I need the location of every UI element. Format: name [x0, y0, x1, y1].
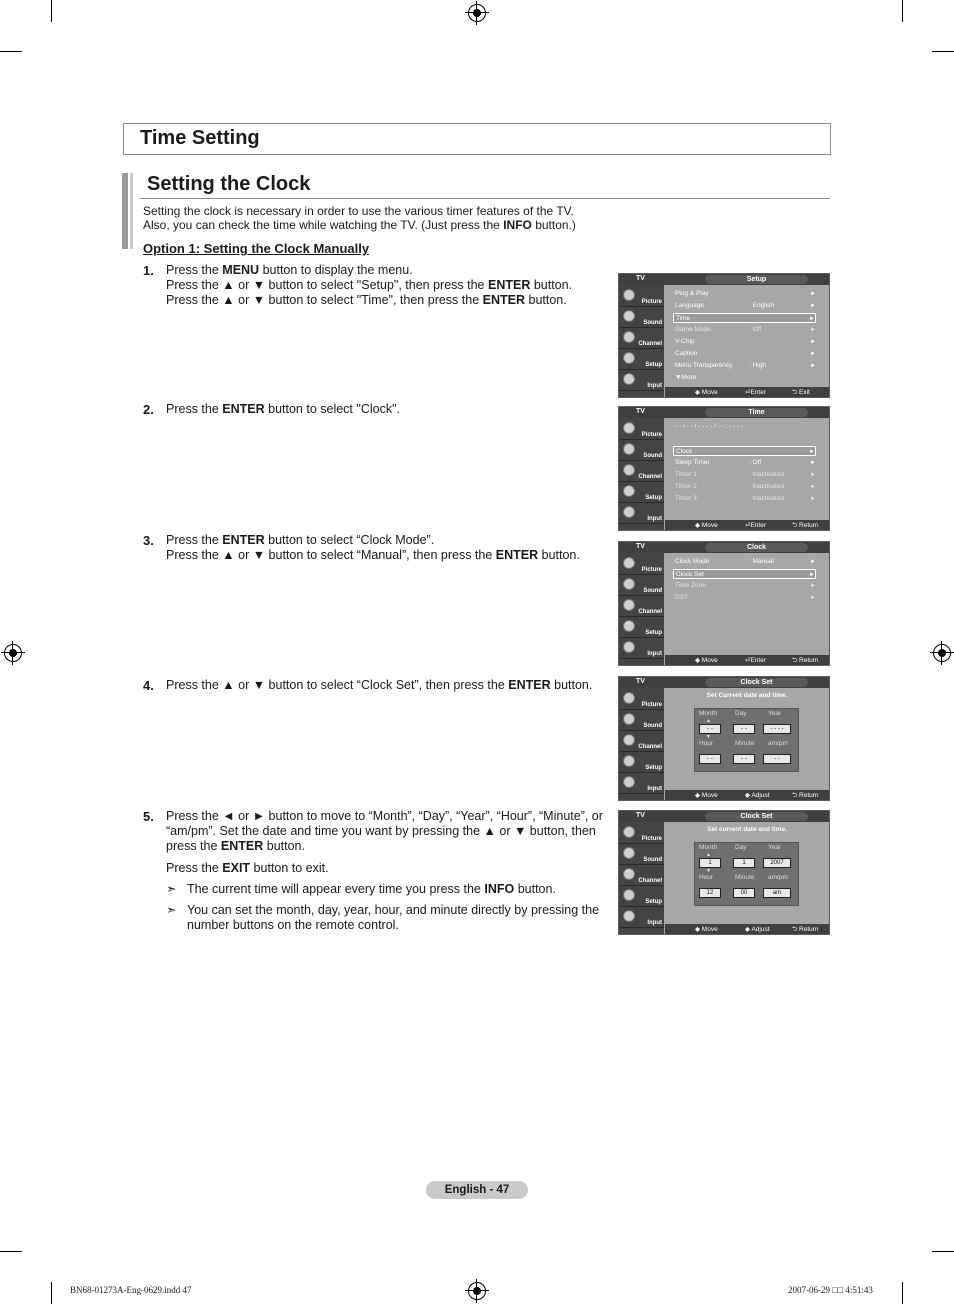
tv-menu-value: : Manual — [749, 558, 774, 565]
clock-field-label: Minute — [735, 874, 755, 881]
tv-side-item[interactable] — [619, 328, 664, 349]
note-arrow-icon: ➣ — [166, 903, 177, 917]
clock-field-label: Day — [735, 844, 747, 851]
channel-icon — [623, 464, 635, 476]
tv-label: TV — [636, 812, 645, 819]
channel-icon — [623, 599, 635, 611]
tv-side-item[interactable] — [619, 554, 664, 575]
tv-footer — [665, 655, 829, 665]
tv-menu-row[interactable] — [673, 458, 816, 468]
step-number: 1. — [143, 263, 154, 278]
intro-line: Also, you can check the time while watching the TV. (Just press the INFO button.) — [143, 218, 576, 232]
clock-field-label: Month — [699, 710, 718, 717]
note: ➣ The current time will appear every time you press the INFO button. — [166, 882, 556, 896]
tv-side-item[interactable] — [619, 349, 664, 370]
crop-mark — [932, 51, 954, 52]
setup-icon — [623, 620, 635, 632]
tv-side-label: Channel — [638, 609, 662, 615]
tv-screen — [618, 406, 830, 531]
tv-side-label: Picture — [641, 432, 662, 438]
section-title: Time Setting — [140, 127, 260, 149]
arrow-right-icon: ► — [810, 363, 816, 369]
tv-menu-title: Clock — [705, 543, 808, 552]
input-icon — [623, 776, 635, 788]
tv-menu-row[interactable] — [673, 434, 816, 444]
tv-side-label: Input — [647, 516, 662, 522]
tv-side-item[interactable] — [619, 461, 664, 482]
arrow-right-icon: ► — [810, 327, 816, 333]
page-title: Setting the Clock — [147, 173, 311, 195]
step-line: Press the ENTER button to select "Clock". — [166, 402, 400, 416]
tv-menu-row[interactable] — [673, 569, 816, 579]
step-line: Press the ▲ or ▼ button to select "Time", then press the ENTER button. — [166, 293, 567, 307]
crop-mark — [902, 0, 903, 22]
step-number: 5. — [143, 809, 154, 824]
tv-header — [619, 542, 829, 553]
tv-side-item[interactable] — [619, 419, 664, 440]
clock-field-label: Year — [768, 710, 782, 717]
tv-side-label: Channel — [638, 341, 662, 347]
title-accent-bar — [130, 173, 133, 249]
tv-menu-row[interactable] — [673, 581, 816, 591]
tv-side-item[interactable] — [619, 638, 664, 659]
tv-side-item[interactable] — [619, 575, 664, 596]
arrow-right-icon: ► — [810, 351, 816, 357]
tv-menu-key: Timer 3 — [675, 495, 697, 502]
tv-footer-hint: ⮌ Return — [792, 792, 819, 799]
tv-footer-hint: ⏎Enter — [745, 522, 766, 529]
tv-side-label: Sound — [643, 723, 662, 729]
step-line: Press the ▲ or ▼ button to select "Setup", then press the ENTER button. — [166, 278, 573, 292]
setup-icon — [623, 755, 635, 767]
tv-footer-hint: ◆ Move — [695, 389, 718, 396]
tv-side-item[interactable] — [619, 773, 664, 794]
tv-menu-value: : High — [749, 362, 766, 369]
tv-label: TV — [636, 678, 645, 685]
tv-screen — [618, 273, 830, 398]
sound-icon — [623, 847, 635, 859]
tv-menu-row[interactable] — [673, 361, 816, 371]
input-icon — [623, 641, 635, 653]
arrow-right-icon: ► — [810, 496, 816, 502]
arrow-right-icon: ► — [810, 339, 816, 345]
tv-menu-row[interactable] — [673, 373, 816, 383]
tv-side-item[interactable] — [619, 617, 664, 638]
tv-menu-row[interactable] — [673, 289, 816, 299]
tv-side-item[interactable] — [619, 689, 664, 710]
clock-field[interactable]: - - — [733, 724, 755, 734]
arrow-right-icon: ► — [809, 572, 815, 578]
tv-side-label: Picture — [641, 836, 662, 842]
sound-icon — [623, 443, 635, 455]
step-number: 2. — [143, 402, 154, 417]
page-number-badge: English - 47 — [426, 1181, 528, 1199]
tv-side-label: Sound — [643, 588, 662, 594]
registration-mark-icon — [933, 644, 951, 662]
tv-footer-hint: ⏎Enter — [745, 389, 766, 396]
clock-field[interactable]: - - — [699, 724, 721, 734]
tv-footer-hint: ◆ Move — [695, 792, 718, 799]
clock-field[interactable]: 00 — [733, 888, 755, 898]
clock-field[interactable]: 2007 — [763, 858, 791, 868]
tv-header — [619, 811, 829, 822]
tv-menu-key: Timer 1 — [675, 471, 697, 478]
clock-field-label: Year — [768, 844, 782, 851]
tv-side-menu — [619, 822, 664, 934]
clock-field-label: Day — [735, 710, 747, 717]
step-number: 3. — [143, 533, 154, 548]
tv-footer-hint: ◆ Adjust — [745, 926, 770, 933]
tv-menu-row[interactable] — [673, 301, 816, 311]
tv-footer-hint: ◆ Adjust — [745, 792, 770, 799]
sound-icon — [623, 310, 635, 322]
tv-footer-hint: ◆ Move — [695, 522, 718, 529]
tv-side-label: Channel — [638, 474, 662, 480]
arrow-down-icon: ▼ — [706, 868, 711, 874]
title-divider — [140, 198, 830, 199]
clock-field[interactable]: - - — [699, 754, 721, 764]
tv-menu-key: - - / - - / - - - - / - - : - - - - — [675, 423, 744, 430]
tv-side-item[interactable] — [619, 731, 664, 752]
tv-footer-hint: ⮌ Return — [792, 657, 819, 664]
tv-footer-hint: ⮌ Return — [792, 522, 819, 529]
tv-menu-body — [665, 418, 829, 520]
tv-side-menu — [619, 285, 664, 397]
tv-menu-key: Clock — [676, 448, 693, 455]
tv-side-label: Channel — [638, 744, 662, 750]
tv-menu-key: Language — [675, 302, 704, 309]
tv-label: TV — [636, 275, 645, 282]
tv-side-label: Setup — [645, 899, 662, 905]
setup-icon — [623, 485, 635, 497]
tv-side-item[interactable] — [619, 907, 664, 928]
tv-side-label: Setup — [645, 630, 662, 636]
clock-field-label: am/pm — [768, 740, 788, 747]
tv-menu-row[interactable] — [673, 593, 816, 603]
tv-footer-hint: ⏎Enter — [745, 657, 766, 664]
arrow-right-icon: ► — [810, 291, 816, 297]
clock-field-label: am/pm — [768, 874, 788, 881]
tv-side-label: Input — [647, 920, 662, 926]
tv-menu-row[interactable] — [673, 557, 816, 567]
tv-footer-hint: ⮌ Exit — [792, 389, 810, 396]
tv-footer — [665, 387, 829, 397]
tv-side-item[interactable] — [619, 307, 664, 328]
tv-header — [619, 677, 829, 688]
registration-mark-icon — [468, 1282, 486, 1300]
tv-side-item[interactable] — [619, 752, 664, 773]
tv-menu-title: Clock Set — [705, 812, 808, 821]
tv-footer-hint: ◆ Move — [695, 657, 718, 664]
tv-menu-body — [665, 688, 829, 790]
tv-menu-row[interactable] — [673, 349, 816, 359]
tv-side-item[interactable] — [619, 823, 664, 844]
sound-icon — [623, 713, 635, 725]
tv-side-label: Setup — [645, 362, 662, 368]
tv-menu-key: Menu Transparency — [675, 362, 733, 369]
arrow-up-icon: ▲ — [706, 718, 711, 724]
step-line: Press the ◄ or ► button to move to “Month”, “Day”, “Year”, “Hour”, “Minute”, or “am/pm”. Set the date and time you want by pressing the ▲ or ▼ button, then press the ENTER button. — [166, 809, 603, 853]
step-4 — [143, 678, 613, 693]
crop-mark — [51, 0, 52, 22]
title-accent-bar — [122, 173, 128, 249]
input-icon — [623, 506, 635, 518]
tv-footer-hint: ⮌ Return — [792, 926, 819, 933]
arrow-right-icon: ► — [810, 472, 816, 478]
clock-set-subtitle: Set Current date and time. — [706, 692, 788, 699]
picture-icon — [623, 692, 635, 704]
tv-side-label: Input — [647, 383, 662, 389]
clock-field[interactable]: - - — [733, 754, 755, 764]
tv-menu-value: : Inactivated — [749, 495, 785, 502]
arrow-right-icon: ► — [810, 595, 816, 601]
clock-field-label: Month — [699, 844, 718, 851]
tv-footer — [665, 924, 829, 934]
crop-mark — [932, 1251, 954, 1252]
tv-label: TV — [636, 543, 645, 550]
tv-label: TV — [636, 408, 645, 415]
tv-footer — [665, 790, 829, 800]
clock-field[interactable]: 12 — [699, 888, 721, 898]
tv-menu-row[interactable] — [673, 470, 816, 480]
tv-menu-body — [665, 822, 829, 924]
clock-set-panel — [694, 842, 799, 906]
tv-side-item[interactable] — [619, 503, 664, 524]
tv-side-label: Setup — [645, 495, 662, 501]
tv-menu-value: : Off — [749, 326, 762, 333]
tv-menu-key: V-Chip — [675, 338, 695, 345]
arrow-right-icon: ► — [810, 460, 816, 466]
sound-icon — [623, 578, 635, 590]
tv-side-label: Picture — [641, 567, 662, 573]
tv-side-item[interactable] — [619, 370, 664, 391]
tv-screen — [618, 810, 830, 935]
tv-menu-row[interactable] — [673, 313, 816, 323]
step-number: 4. — [143, 678, 154, 693]
tv-footer — [665, 520, 829, 530]
picture-icon — [623, 826, 635, 838]
tv-header — [619, 407, 829, 418]
arrow-right-icon: ► — [809, 316, 815, 322]
tv-side-item[interactable] — [619, 886, 664, 907]
input-icon — [623, 373, 635, 385]
clock-field-label: Hour — [699, 874, 714, 881]
tv-menu-title: Setup — [705, 275, 808, 284]
arrow-right-icon: ► — [810, 559, 816, 565]
step-line: Press the EXIT button to exit. — [166, 861, 329, 875]
tv-menu-value: : Inactivated — [749, 471, 785, 478]
step-3 — [143, 533, 613, 563]
tv-side-label: Input — [647, 786, 662, 792]
tv-side-label: Channel — [638, 878, 662, 884]
intro-text — [143, 204, 803, 232]
tv-side-item[interactable] — [619, 286, 664, 307]
crop-mark — [902, 1282, 903, 1304]
tv-screen — [618, 676, 830, 801]
clock-field-label: Minute — [735, 740, 755, 747]
channel-icon — [623, 868, 635, 880]
clock-field[interactable]: - - — [763, 754, 791, 764]
registration-mark-icon — [4, 644, 22, 662]
tv-side-label: Sound — [643, 857, 662, 863]
tv-menu-title: Clock Set — [705, 678, 808, 687]
tv-menu-key: Time Zone — [675, 582, 706, 589]
date-slug: 2007-06-29 □□ 4:51:43 — [788, 1285, 873, 1295]
step-line: Press the ENTER button to select “Clock Mode”. — [166, 533, 435, 547]
tv-header — [619, 274, 829, 285]
tv-side-item[interactable] — [619, 596, 664, 617]
tv-menu-body — [665, 285, 829, 387]
note-arrow-icon: ➣ — [166, 882, 177, 896]
tv-side-menu — [619, 688, 664, 800]
tv-menu-row[interactable] — [673, 422, 816, 432]
input-icon — [623, 910, 635, 922]
crop-mark — [0, 1251, 22, 1252]
tv-menu-key: Clock Set — [676, 571, 704, 578]
step-line: Press the ▲ or ▼ button to select “Clock Set”, then press the ENTER button. — [166, 678, 593, 692]
file-slug: BN68-01273A-Eng-0629.indd 47 — [70, 1285, 192, 1295]
crop-mark — [0, 51, 22, 52]
clock-field-label: Hour — [699, 740, 714, 747]
step-line: Press the ▲ or ▼ button to select “Manual”, then press the ENTER button. — [166, 548, 580, 562]
tv-side-label: Picture — [641, 299, 662, 305]
tv-screen — [618, 541, 830, 666]
tv-menu-key: ▼More — [675, 374, 697, 381]
step-2 — [143, 402, 613, 417]
picture-icon — [623, 289, 635, 301]
crop-mark — [51, 1282, 52, 1304]
tv-menu-key: Caption — [675, 350, 698, 357]
tv-side-item[interactable] — [619, 865, 664, 886]
clock-set-panel — [694, 708, 799, 772]
arrow-up-icon: ▲ — [706, 852, 711, 858]
tv-menu-row[interactable] — [673, 446, 816, 456]
tv-menu-key: DST — [675, 594, 688, 601]
channel-icon — [623, 734, 635, 746]
setup-icon — [623, 352, 635, 364]
step-1 — [143, 263, 613, 308]
tv-menu-key: Time — [676, 315, 691, 322]
arrow-down-icon: ▼ — [706, 734, 711, 740]
tv-menu-value: : English — [749, 302, 774, 309]
tv-side-label: Setup — [645, 765, 662, 771]
tv-menu-body — [665, 553, 829, 655]
arrow-right-icon: ► — [810, 484, 816, 490]
tv-side-item[interactable] — [619, 440, 664, 461]
step-5 — [143, 809, 608, 933]
tv-side-label: Picture — [641, 702, 662, 708]
tv-side-item[interactable] — [619, 482, 664, 503]
arrow-right-icon: ► — [810, 583, 816, 589]
note: ➣ You can set the month, day, year, hour, and minute directly by pressing the number buttons on the remote control. — [166, 903, 600, 932]
tv-footer-hint: ◆ Move — [695, 926, 718, 933]
tv-side-menu — [619, 418, 664, 530]
tv-side-label: Input — [647, 651, 662, 657]
tv-menu-row[interactable] — [673, 482, 816, 492]
option-title: Option 1: Setting the Clock Manually — [143, 241, 370, 256]
tv-menu-key: Timer 2 — [675, 483, 697, 490]
clock-field[interactable]: 1 — [699, 858, 721, 868]
clock-set-subtitle: Set current date and time. — [707, 826, 787, 833]
tv-menu-row[interactable] — [673, 337, 816, 347]
tv-menu-key: Plug & Play — [675, 290, 709, 297]
registration-mark-icon — [468, 4, 486, 22]
tv-menu-row[interactable] — [673, 325, 816, 335]
clock-field[interactable]: 1 — [733, 858, 755, 868]
intro-line: Setting the clock is necessary in order to use the various timer features of the TV. — [143, 204, 574, 218]
picture-icon — [623, 422, 635, 434]
tv-menu-value: : Off — [749, 459, 762, 466]
tv-side-label: Sound — [643, 453, 662, 459]
setup-icon — [623, 889, 635, 901]
clock-field[interactable]: am — [763, 888, 791, 898]
channel-icon — [623, 331, 635, 343]
step-line: Press the MENU button to display the menu. — [166, 263, 413, 277]
section-header — [123, 123, 831, 155]
tv-menu-key: Game Mode — [675, 326, 711, 333]
tv-menu-value: : Inactivated — [749, 483, 785, 490]
tv-side-label: Sound — [643, 320, 662, 326]
tv-menu-key: Sleep Timer — [675, 459, 710, 466]
tv-menu-row[interactable] — [673, 494, 816, 504]
tv-side-menu — [619, 553, 664, 665]
tv-menu-key: Clock Mode — [675, 558, 710, 565]
arrow-right-icon: ► — [809, 449, 815, 455]
picture-icon — [623, 557, 635, 569]
tv-side-item[interactable] — [619, 710, 664, 731]
tv-menu-title: Time — [705, 408, 808, 417]
tv-side-item[interactable] — [619, 844, 664, 865]
arrow-right-icon: ► — [810, 303, 816, 309]
clock-field[interactable]: - - - - — [763, 724, 791, 734]
